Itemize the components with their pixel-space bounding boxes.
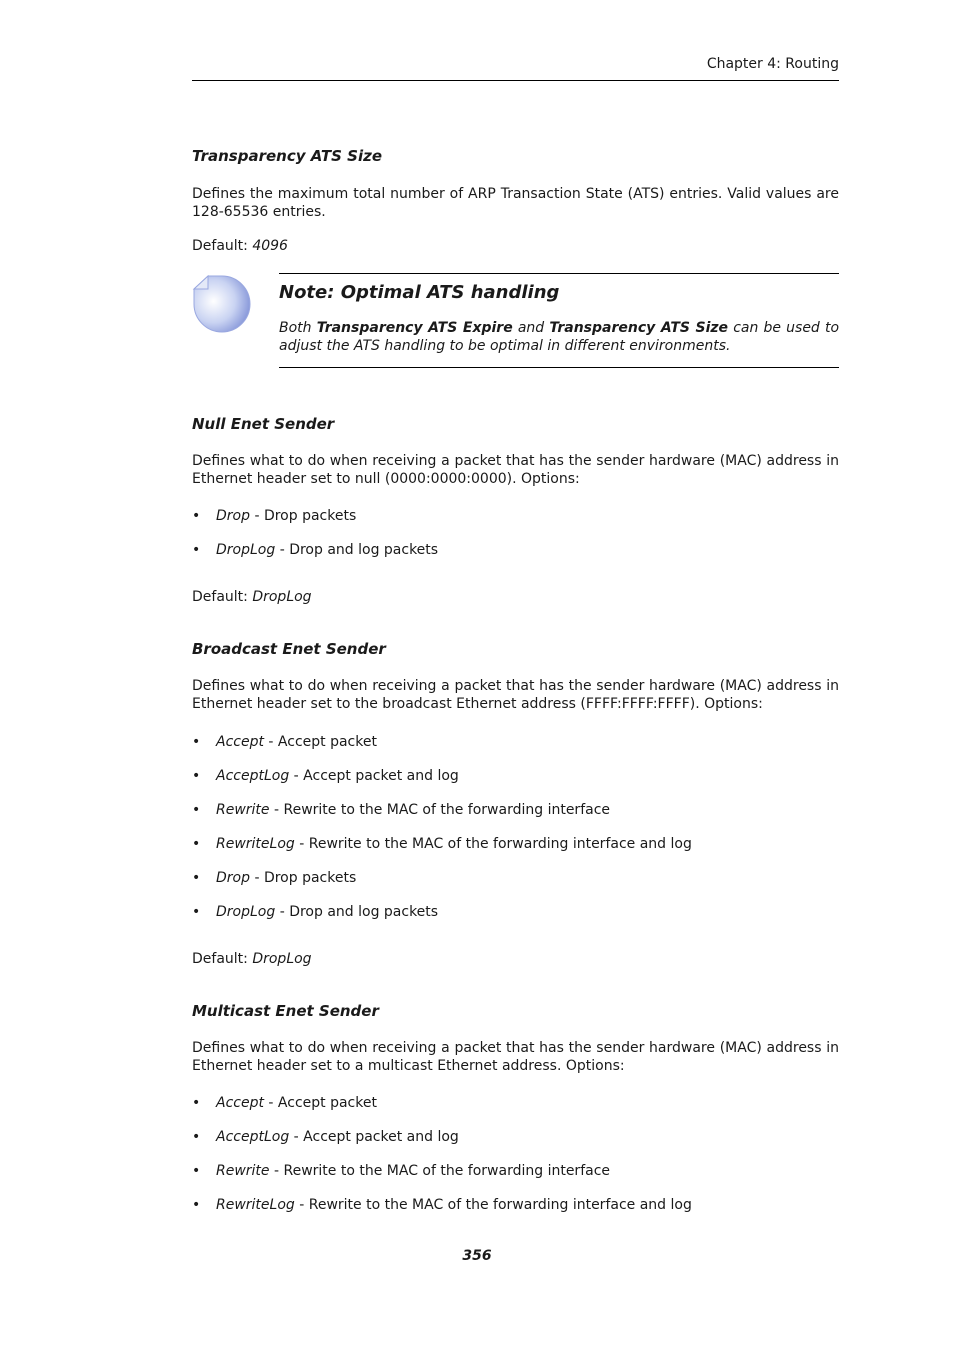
list-item [192,1094,839,1112]
bullet: • [192,1163,201,1179]
chapter-title: Chapter 4: Routing [706,56,839,72]
option-name: Drop [216,870,250,886]
option-desc: - Accept packet and log [289,1129,459,1145]
option-desc: - Drop and log packets [275,542,439,558]
option-desc: - Accept packet [263,734,377,750]
option-desc: - Accept packet and log [289,768,459,784]
note-box [192,273,839,367]
bullet: • [192,768,201,784]
option-desc: - Rewrite to the MAC of the forwarding interface [269,1163,611,1179]
list-item [192,733,839,751]
section-desc-broadcast-enet: Defines what to do when receiving a packet that has the sender hardware (MAC) address in Ethernet header set to the broadcast Ethernet address (FFFF:FFFF:FFFF). Options: [192,678,839,712]
bullet: • [192,870,201,886]
option-name: Rewrite [216,1163,270,1179]
note-term-ats-size: Transparency ATS Size [549,320,729,336]
section-desc-multicast-enet: Defines what to do when receiving a packet that has the sender hardware (MAC) address in Ethernet header set to a multicast Ethernet address. Options: [192,1040,839,1074]
list-item [192,869,839,887]
default-null-enet [192,588,839,606]
options-list-multicast-enet [192,1094,839,1214]
list-item [192,541,839,559]
option-name: AcceptLog [216,768,290,784]
list-item [192,801,839,819]
options-list-broadcast-enet [192,733,839,921]
option-name: Accept [216,1095,264,1111]
list-item [192,767,839,785]
list-item [192,1196,839,1214]
bullet: • [192,836,201,852]
note-text-part: Both [279,320,317,336]
option-name: Accept [216,734,264,750]
section-title-ats-size: Transparency ATS Size [192,147,382,165]
option-desc: - Drop packets [250,870,357,886]
list-item [192,835,839,853]
default-ats-size [192,237,839,255]
page-number: 356 [462,1248,492,1264]
list-item [192,1162,839,1180]
default-value: DropLog [252,951,312,967]
section-desc-ats-size: Defines the maximum total number of ARP Transaction State (ATS) entries. Valid values are 128-65536 entries. [192,186,839,220]
default-value: 4096 [252,238,288,254]
option-desc: - Rewrite to the MAC of the forwarding interface and log [294,1197,692,1213]
note-icon [192,273,252,335]
section-title-null-enet: Null Enet Sender [192,415,335,433]
option-desc: - Drop packets [250,508,357,524]
section-title-multicast-enet: Multicast Enet Sender [192,1002,379,1020]
bullet: • [192,1197,201,1213]
default-value: DropLog [252,589,312,605]
section-title-broadcast-enet: Broadcast Enet Sender [192,640,386,658]
page-header [192,52,839,81]
bullet: • [192,508,201,524]
default-label: Default: [192,589,248,605]
option-name: DropLog [216,904,276,920]
note-body [279,273,839,368]
bullet: • [192,904,201,920]
bullet: • [192,1129,201,1145]
option-desc: - Rewrite to the MAC of the forwarding interface [269,802,611,818]
list-item [192,1128,839,1146]
bullet: • [192,734,201,750]
note-text-part: and [512,320,550,336]
option-name: RewriteLog [216,836,295,852]
option-name: DropLog [216,542,276,558]
section-desc-null-enet: Defines what to do when receiving a packet that has the sender hardware (MAC) address in Ethernet header set to null (0000:0000:0000). Options: [192,453,839,487]
note-text [279,319,839,355]
note-title: Note: Optimal ATS handling [279,282,560,303]
list-item [192,903,839,921]
default-label: Default: [192,238,248,254]
option-name: Drop [216,508,250,524]
note-term-ats-expire: Transparency ATS Expire [316,320,513,336]
list-item [192,507,839,525]
option-name: AcceptLog [216,1129,290,1145]
option-name: Rewrite [216,802,270,818]
note-text-part: can be used to adjust the ATS handling to be optimal in different environments. [279,320,840,354]
option-desc: - Accept packet [263,1095,377,1111]
option-desc: - Drop and log packets [275,904,439,920]
default-broadcast-enet [192,950,839,968]
default-label: Default: [192,951,248,967]
options-list-null-enet [192,507,839,559]
bullet: • [192,542,201,558]
bullet: • [192,1095,201,1111]
option-desc: - Rewrite to the MAC of the forwarding interface and log [294,836,692,852]
bullet: • [192,802,201,818]
option-name: RewriteLog [216,1197,295,1213]
